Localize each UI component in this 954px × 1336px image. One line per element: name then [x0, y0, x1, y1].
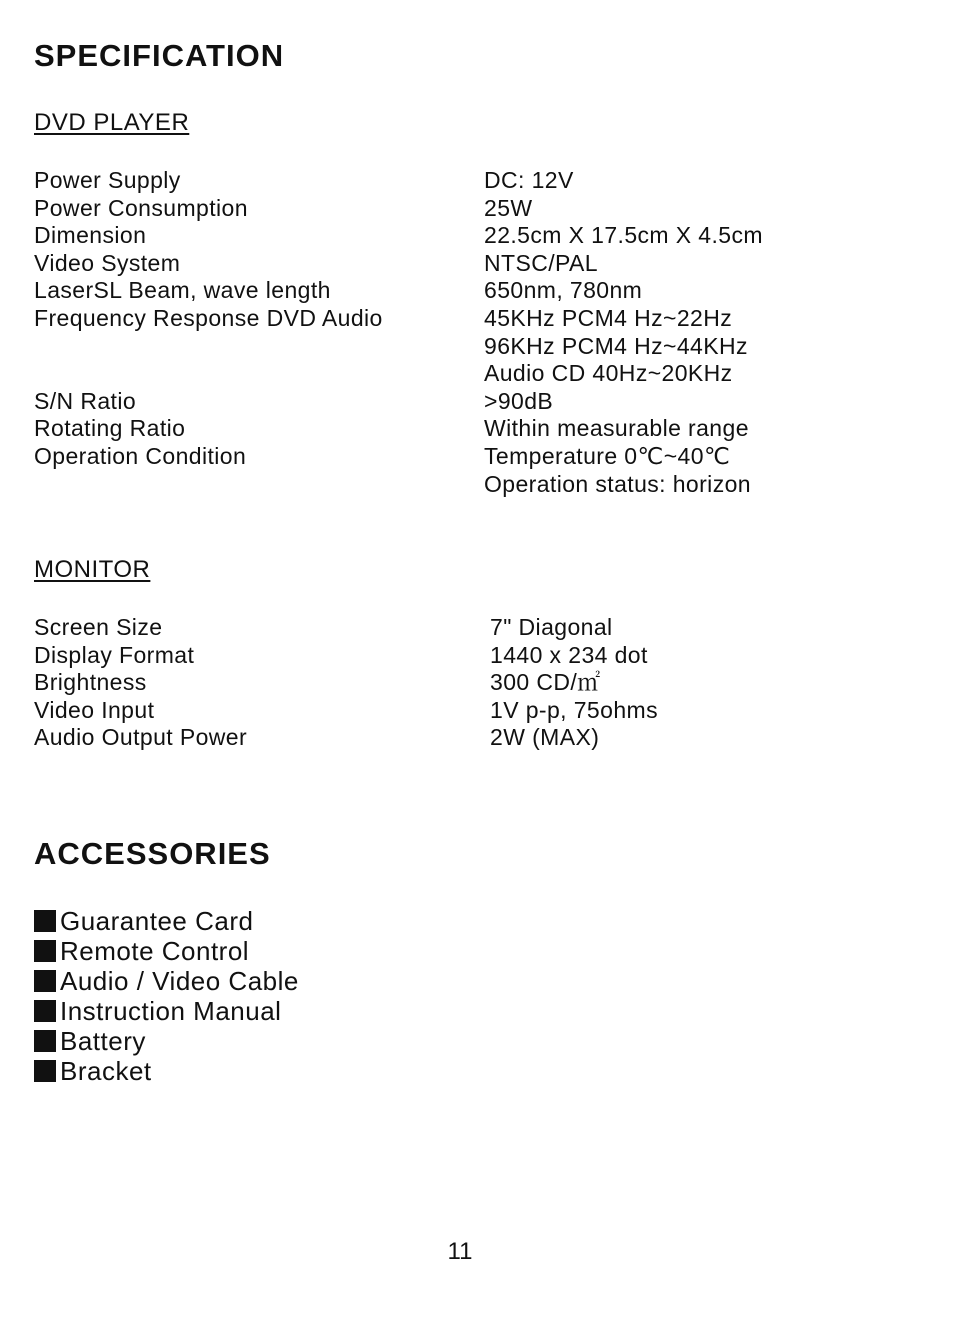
spec-value: 22.5cm X 17.5cm X 4.5cm: [484, 222, 763, 249]
spec-label: Video System: [34, 249, 181, 276]
spec-row: [34, 167, 934, 195]
spec-value: >90dB: [484, 387, 554, 414]
dvd-spec-table: [34, 167, 934, 498]
list-item: [34, 1026, 299, 1056]
accessory-label: Audio / Video Cable: [60, 966, 299, 996]
square-bullet-icon: [34, 1060, 56, 1082]
spec-label: Screen Size: [34, 614, 163, 640]
spec-label: Display Format: [34, 641, 195, 668]
spec-value: 96KHz PCM4 Hz~44KHz: [484, 332, 748, 359]
spec-value: 25W: [484, 194, 533, 221]
accessories-list: [34, 906, 299, 1086]
list-item: [34, 966, 299, 996]
list-item: [34, 906, 299, 936]
spec-row: [34, 642, 934, 670]
spec-value: 45KHz PCM4 Hz~22Hz: [484, 304, 733, 331]
square-bullet-icon: [34, 1030, 56, 1052]
spec-row: [34, 195, 934, 223]
spec-label: Operation Condition: [34, 442, 247, 469]
list-item: [34, 1056, 299, 1086]
spec-row: [34, 443, 934, 471]
spec-row: [34, 697, 934, 725]
spec-value: 300 CD/㎡: [490, 669, 601, 696]
spec-value: 1440 x 234 dot: [490, 641, 648, 668]
spec-label: Power Supply: [34, 167, 181, 193]
spec-label: Dimension: [34, 222, 147, 249]
list-item: [34, 996, 299, 1026]
spec-value: 1V p-p, 75ohms: [490, 696, 658, 723]
accessory-label: Guarantee Card: [60, 906, 254, 936]
spec-value: Audio CD 40Hz~20KHz: [484, 360, 733, 387]
spec-row: [34, 250, 934, 278]
list-item: [34, 936, 299, 966]
spec-row: [34, 277, 934, 305]
square-bullet-icon: [34, 970, 56, 992]
page-number: 11: [447, 1238, 473, 1265]
spec-value: Operation status: horizon: [484, 470, 751, 497]
specification-title: SPECIFICATION: [34, 38, 285, 73]
accessory-label: Battery: [60, 1026, 146, 1056]
spec-row: [34, 333, 934, 361]
square-bullet-icon: [34, 940, 56, 962]
accessory-label: Bracket: [60, 1056, 152, 1086]
dvd-player-heading: DVD PLAYER: [34, 109, 190, 136]
accessory-label: Instruction Manual: [60, 996, 282, 1026]
square-bullet-icon: [34, 1000, 56, 1022]
spec-row: [34, 388, 934, 416]
spec-row: [34, 471, 934, 499]
spec-label: Audio Output Power: [34, 724, 248, 751]
spec-value: 2W (MAX): [490, 724, 600, 751]
spec-value: NTSC/PAL: [484, 249, 598, 276]
spec-value: DC: 12V: [484, 167, 574, 193]
monitor-heading: MONITOR: [34, 556, 151, 583]
spec-row: [34, 614, 934, 642]
spec-value: 650nm, 780nm: [484, 277, 643, 304]
spec-label: Brightness: [34, 669, 147, 696]
spec-label: Rotating Ratio: [34, 415, 186, 442]
spec-row: [34, 222, 934, 250]
spec-row: [34, 669, 934, 697]
spec-row: [34, 360, 934, 388]
spec-value: 7" Diagonal: [490, 614, 613, 640]
square-bullet-icon: [34, 910, 56, 932]
spec-value: Temperature 0℃~40℃: [484, 442, 731, 469]
spec-value: Within measurable range: [484, 415, 749, 442]
spec-label: LaserSL Beam, wave length: [34, 277, 331, 304]
accessories-title: ACCESSORIES: [34, 836, 271, 871]
monitor-spec-table: [34, 614, 934, 752]
accessory-label: Remote Control: [60, 936, 250, 966]
spec-row: [34, 305, 934, 333]
spec-label: Power Consumption: [34, 194, 248, 221]
spec-row: [34, 724, 934, 752]
spec-label: S/N Ratio: [34, 387, 137, 414]
spec-row: [34, 415, 934, 443]
spec-label: Frequency Response DVD Audio: [34, 304, 383, 331]
spec-label: Video Input: [34, 696, 155, 723]
